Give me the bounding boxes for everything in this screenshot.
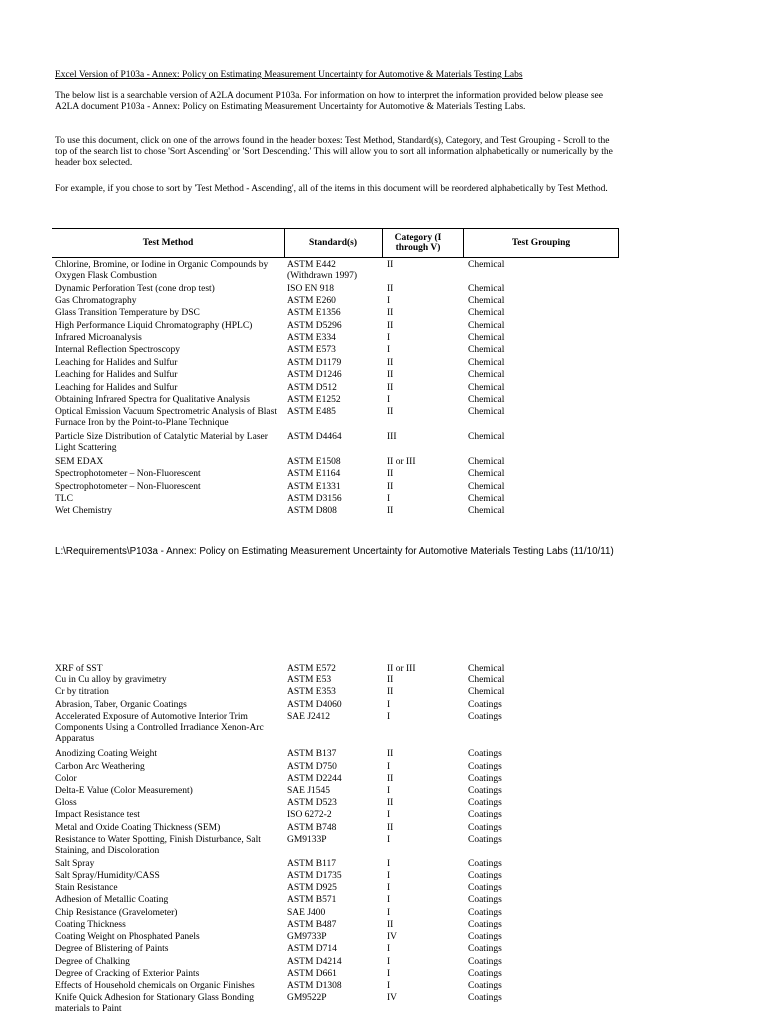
cell-standard: ISO EN 918	[287, 283, 334, 294]
cell-test-grouping: Coatings	[468, 762, 502, 773]
cell-standard: ASTM D512	[287, 382, 337, 393]
cell-category: II	[387, 308, 394, 319]
cell-category: II	[387, 370, 394, 381]
cell-category: I	[387, 810, 391, 821]
cell-standard: ASTM D1735	[287, 870, 342, 881]
cell-test-method: Abrasion, Taber, Organic Coatings	[55, 699, 187, 710]
cell-category: I	[387, 494, 391, 505]
cell-test-method: Resistance to Water Spotting, Finish Disturbance, Salt Staining, and Discoloration	[55, 834, 261, 856]
cell-test-grouping: Chemical	[468, 456, 505, 467]
cell-test-grouping: Coatings	[468, 968, 502, 979]
cell-standard: ASTM D4464	[287, 432, 342, 443]
cell-standard: SAE J400	[287, 907, 326, 918]
cell-test-grouping: Chemical	[468, 345, 505, 356]
cell-standard: ASTM D714	[287, 944, 337, 955]
cell-category: II	[387, 260, 394, 270]
cell-category: II	[387, 320, 394, 331]
cell-test-grouping: Chemical	[468, 295, 505, 306]
cell-test-method: SEM EDAX	[55, 456, 104, 467]
cell-test-method: Chip Resistance (Gravelometer)	[55, 907, 178, 918]
cell-test-grouping: Chemical	[468, 506, 505, 517]
cell-category: I	[387, 968, 391, 979]
cell-test-method: Stain Resistance	[55, 883, 118, 894]
cell-test-method: Impact Resistance test	[55, 810, 140, 821]
cell-test-grouping: Coatings	[468, 834, 502, 845]
cell-test-grouping: Chemical	[468, 395, 505, 406]
cell-test-grouping: Coatings	[468, 895, 502, 906]
cell-category: I	[387, 712, 391, 723]
cell-category: I	[387, 956, 391, 967]
cell-standard: ASTM E485	[287, 407, 336, 418]
cell-test-grouping: Chemical	[468, 675, 505, 686]
cell-test-method: Degree of Cracking of Exterior Paints	[55, 968, 200, 979]
cell-category: II	[387, 675, 394, 686]
cell-test-grouping: Coatings	[468, 980, 502, 991]
header-test-grouping[interactable]: Test Grouping	[511, 238, 571, 248]
cell-category: IV	[387, 993, 398, 1004]
table-header-row	[52, 228, 619, 258]
cell-category: II	[387, 686, 394, 697]
cell-test-grouping: Coatings	[468, 870, 502, 881]
cell-test-grouping: Coatings	[468, 919, 502, 930]
cell-category: II	[387, 469, 394, 480]
cell-category: II	[387, 506, 394, 517]
cell-category: I	[387, 295, 391, 306]
cell-test-method: Gloss	[55, 798, 77, 809]
cell-standard: ASTM D925	[287, 883, 337, 894]
cell-category: II	[387, 357, 394, 368]
cell-category: II	[387, 774, 394, 785]
cell-test-grouping: Coatings	[468, 932, 502, 943]
cell-category: I	[387, 907, 391, 918]
header-divider	[382, 229, 383, 257]
cell-standard: ASTM D5296	[287, 320, 342, 331]
header-standards[interactable]: Standard(s)	[308, 238, 358, 248]
cell-test-method: Salt Spray/Humidity/CASS	[55, 870, 160, 881]
cell-test-grouping: Chemical	[468, 260, 505, 270]
cell-test-grouping: Chemical	[468, 333, 505, 344]
cell-test-method: Cu in Cu alloy by gravimetry	[55, 675, 167, 686]
cell-test-method: Gas Chromatography	[55, 295, 137, 306]
cell-standard: ASTM E572	[287, 664, 336, 674]
intro-paragraph: The below list is a searchable version of A2LA document P103a. For information on how to interpret the information provided below please see A2LA document P103a - Annex: Policy on Estimating Measurement Uncertainty for Automotive & Materials Testing Labs.	[55, 91, 603, 112]
cell-standard: ASTM E1252	[287, 395, 341, 406]
cell-test-method: Salt Spray	[55, 858, 95, 869]
cell-category: II	[387, 822, 394, 833]
cell-category: I	[387, 762, 391, 773]
cell-standard: ASTM E353	[287, 686, 336, 697]
cell-test-method: XRF of SST	[55, 664, 103, 674]
cell-test-grouping: Coatings	[468, 786, 502, 797]
cell-category: II	[387, 407, 394, 418]
cell-test-method: Spectrophotometer – Non-Fluorescent	[55, 469, 201, 480]
cell-test-method: Carbon Arc Weathering	[55, 762, 145, 773]
cell-standard: ASTM E573	[287, 345, 336, 356]
cell-category: II	[387, 481, 394, 492]
cell-test-method: Color	[55, 774, 77, 785]
example-paragraph: For example, if you chose to sort by 'Test Method - Ascending', all of the items in this document will be reordered alphabetically by Test Method.	[55, 184, 608, 194]
cell-category: I	[387, 870, 391, 881]
cell-category: III	[387, 432, 397, 443]
cell-test-grouping: Coatings	[468, 810, 502, 821]
cell-test-method: Anodizing Coating Weight	[55, 749, 157, 760]
cell-standard: ASTM E442 (Withdrawn 1997)	[287, 260, 358, 281]
cell-test-grouping: Chemical	[468, 686, 505, 697]
cell-test-grouping: Coatings	[468, 712, 502, 723]
cell-test-method: Internal Reflection Spectroscopy	[55, 345, 181, 356]
cell-category: I	[387, 980, 391, 991]
cell-test-grouping: Coatings	[468, 822, 502, 833]
cell-test-grouping: Chemical	[468, 357, 505, 368]
cell-standard: ASTM D808	[287, 506, 337, 517]
cell-standard: ASTM E1356	[287, 308, 341, 319]
cell-test-method: Spectrophotometer – Non-Fluorescent	[55, 481, 201, 492]
cell-test-method: Coating Weight on Phosphated Panels	[55, 932, 200, 943]
cell-standard: ASTM B487	[287, 919, 337, 930]
cell-category: I	[387, 858, 391, 869]
cell-test-grouping: Coatings	[468, 774, 502, 785]
footer-file-path: L:\Requirements\P103a - Annex: Policy on Estimating Measurement Uncertainty for Automotive Materials Testing Labs (11/10/11)	[55, 546, 614, 557]
cell-category: IV	[387, 932, 398, 943]
cell-category: II	[387, 798, 394, 809]
cell-test-grouping: Chemical	[468, 407, 505, 418]
cell-standard: ASTM E260	[287, 295, 336, 306]
cell-test-method: Delta-E Value (Color Measurement)	[55, 786, 193, 797]
cell-test-method: Metal and Oxide Coating Thickness (SEM)	[55, 822, 221, 833]
cell-standard: ASTM E53	[287, 675, 332, 686]
cell-category: I	[387, 786, 391, 797]
header-divider	[618, 229, 619, 257]
cell-standard: ASTM D750	[287, 762, 337, 773]
cell-test-grouping: Chemical	[468, 308, 505, 319]
cell-test-method: Adhesion of Metallic Coating	[55, 895, 169, 906]
cell-standard: ASTM E1164	[287, 469, 341, 480]
cell-category: I	[387, 883, 391, 894]
cell-test-grouping: Coatings	[468, 956, 502, 967]
cell-category: II	[387, 749, 394, 760]
cell-category: II or III	[387, 456, 416, 467]
cell-test-method: Infrared Microanalysis	[55, 333, 142, 344]
cell-category: I	[387, 895, 391, 906]
cell-standard: ASTM D2244	[287, 774, 342, 785]
cell-standard: ISO 6272-2	[287, 810, 332, 821]
cell-test-method: High Performance Liquid Chromatography (HPLC)	[55, 320, 253, 331]
cell-standard: ASTM D3156	[287, 494, 342, 505]
cell-test-method: Knife Quick Adhesion for Stationary Glass Bonding materials to Paint	[55, 993, 254, 1015]
cell-standard: ASTM D1246	[287, 370, 342, 381]
cell-test-grouping: Chemical	[468, 469, 505, 480]
cell-standard: GM9733P	[287, 932, 327, 943]
instructions-paragraph: To use this document, click on one of the arrows found in the header boxes: Test Method, Standard(s), Category, and Test Grouping - Scroll to the top of the search list to chose 'Sort Ascending' or 'Sort Descending.' This will allow you to sort all information alphabetically or numerically by the header box selected.	[55, 136, 613, 168]
cell-standard: GM9133P	[287, 834, 327, 845]
cell-test-grouping: Coatings	[468, 883, 502, 894]
cell-test-method: Leaching for Halides and Sulfur	[55, 382, 178, 393]
cell-standard: ASTM E334	[287, 333, 336, 344]
cell-test-method: Wet Chemistry	[55, 506, 113, 517]
cell-standard: SAE J2412	[287, 712, 331, 723]
document-title: Excel Version of P103a - Annex: Policy on Estimating Measurement Uncertainty for Automotive & Materials Testing Labs	[55, 70, 523, 80]
header-test-method[interactable]: Test Method	[142, 238, 194, 248]
cell-category: I	[387, 834, 391, 845]
cell-test-method: Degree of Chalking	[55, 956, 130, 967]
cell-standard: ASTM D661	[287, 968, 337, 979]
cell-test-method: Optical Emission Vacuum Spectrometric Analysis of Blast Furnace Iron by the Point-to-Plane Technique	[55, 407, 277, 429]
cell-standard: ASTM E1331	[287, 481, 341, 492]
cell-test-grouping: Coatings	[468, 907, 502, 918]
cell-test-grouping: Coatings	[468, 798, 502, 809]
cell-test-grouping: Chemical	[468, 283, 505, 294]
cell-category: I	[387, 345, 391, 356]
cell-category: II	[387, 283, 394, 294]
cell-test-grouping: Chemical	[468, 494, 505, 505]
cell-category: I	[387, 333, 391, 344]
cell-test-method: Degree of Blistering of Paints	[55, 944, 169, 955]
cell-test-grouping: Chemical	[468, 664, 505, 674]
cell-test-grouping: Chemical	[468, 382, 505, 393]
cell-test-grouping: Coatings	[468, 699, 502, 710]
cell-test-method: Chlorine, Bromine, or Iodine in Organic Compounds by Oxygen Flask Combustion	[55, 260, 269, 281]
cell-test-grouping: Chemical	[468, 320, 505, 331]
cell-standard: SAE J1545	[287, 786, 331, 797]
cell-standard: ASTM B117	[287, 858, 337, 869]
cell-test-method: TLC	[55, 494, 73, 505]
cell-test-grouping: Chemical	[468, 481, 505, 492]
cell-test-grouping: Chemical	[468, 370, 505, 381]
cell-category: I	[387, 395, 391, 406]
cell-test-grouping: Coatings	[468, 749, 502, 760]
header-category[interactable]: Category (I through V)	[394, 233, 442, 253]
cell-test-method: Accelerated Exposure of Automotive Interior Trim Components Using a Controlled Irradiance Xenon-Arc Apparatus	[55, 712, 264, 745]
cell-test-method: Leaching for Halides and Sulfur	[55, 357, 178, 368]
cell-test-grouping: Chemical	[468, 432, 505, 443]
cell-standard: ASTM B748	[287, 822, 337, 833]
cell-test-grouping: Coatings	[468, 858, 502, 869]
cell-test-method: Particle Size Distribution of Catalytic Material by Laser Light Scattering	[55, 432, 268, 454]
cell-standard: ASTM D1179	[287, 357, 342, 368]
cell-test-grouping: Coatings	[468, 944, 502, 955]
cell-standard: ASTM B137	[287, 749, 337, 760]
cell-category: II	[387, 919, 394, 930]
cell-test-method: Cr by titration	[55, 686, 109, 697]
cell-standard: ASTM D1308	[287, 980, 342, 991]
cell-test-method: Dynamic Perforation Test (cone drop test)	[55, 283, 215, 294]
cell-standard: GM9522P	[287, 993, 327, 1004]
cell-test-method: Obtaining Infrared Spectra for Qualitative Analysis	[55, 395, 250, 406]
cell-category: I	[387, 699, 391, 710]
cell-category: II	[387, 382, 394, 393]
cell-standard: ASTM D4214	[287, 956, 342, 967]
cell-test-method: Glass Transition Temperature by DSC	[55, 308, 200, 319]
cell-test-method: Effects of Household chemicals on Organic Finishes	[55, 980, 255, 991]
cell-standard: ASTM D523	[287, 798, 337, 809]
cell-standard: ASTM B571	[287, 895, 337, 906]
cell-test-method: Leaching for Halides and Sulfur	[55, 370, 178, 381]
cell-category: II or III	[387, 664, 416, 674]
cell-test-method: Coating Thickness	[55, 919, 126, 930]
cell-standard: ASTM E1508	[287, 456, 341, 467]
cell-category: I	[387, 944, 391, 955]
cell-test-grouping: Coatings	[468, 993, 502, 1004]
cell-standard: ASTM D4060	[287, 699, 342, 710]
